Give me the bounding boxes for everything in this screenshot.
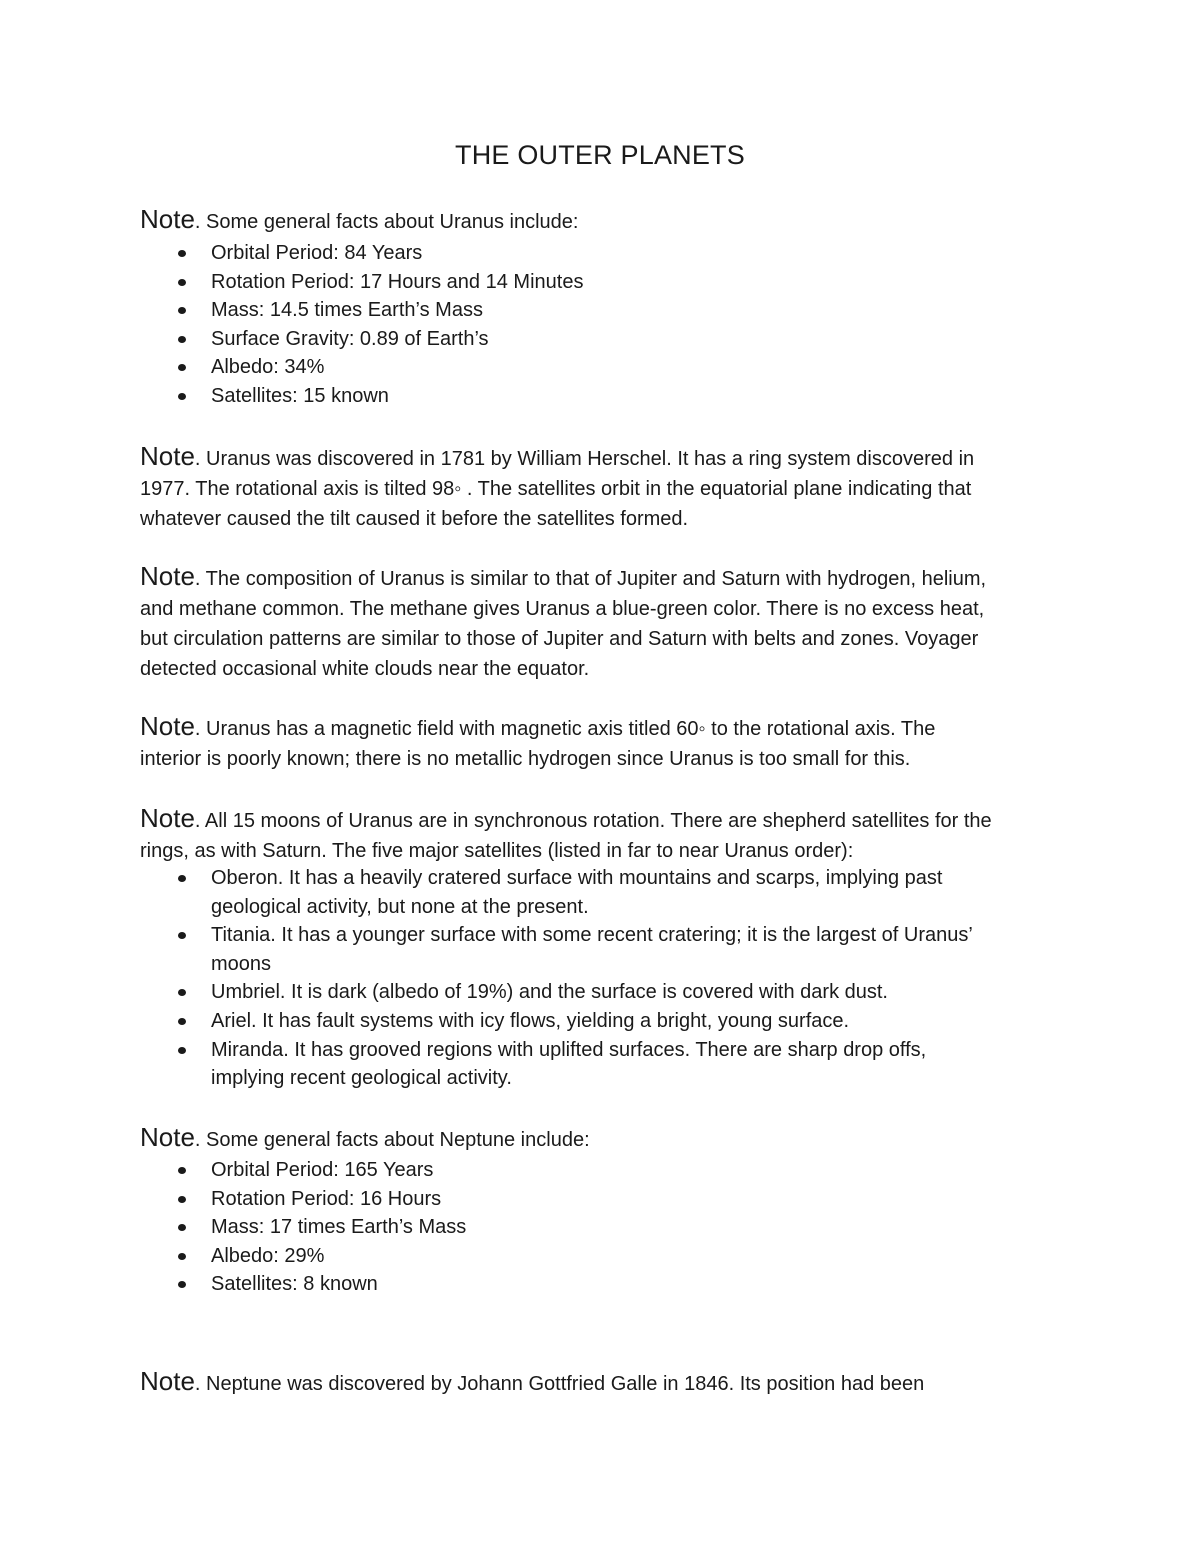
bullet-icon bbox=[178, 307, 186, 314]
note-uranus-discovery bbox=[140, 441, 1080, 534]
list-item: Oberon. It has a heavily cratered surface with mountains and scarps, implying past geological activity, but none at the present. bbox=[140, 864, 1080, 921]
list-item: Mass: 14.5 times Earth’s Mass bbox=[140, 296, 1080, 325]
note-label: Note bbox=[140, 803, 195, 833]
note-line: and methane common. The methane gives Uranus a blue-green color. There is no excess heat, bbox=[140, 598, 985, 620]
note-line: . Neptune was discovered by Johann Gottfried Galle in 1846. Its position had been bbox=[194, 1373, 925, 1395]
note-label: Note bbox=[140, 1122, 195, 1152]
list-item: Ariel. It has fault systems with icy flows, yielding a bright, young surface. bbox=[140, 1007, 1080, 1036]
note-line: whatever caused the tilt caused it before the satellites formed. bbox=[140, 508, 689, 530]
bullet-icon bbox=[178, 364, 186, 371]
list-item: Satellites: 15 known bbox=[140, 382, 1080, 411]
note-uranus-magnetic-field bbox=[140, 711, 1080, 774]
note-neptune-facts-intro bbox=[140, 1122, 1080, 1155]
bullet-icon bbox=[178, 1196, 186, 1203]
neptune-facts-list bbox=[140, 1156, 1080, 1299]
list-item: Surface Gravity: 0.89 of Earth’s bbox=[140, 325, 1080, 354]
note-line: interior is poorly known; there is no metallic hydrogen since Uranus is too small for this. bbox=[140, 748, 911, 770]
uranus-facts-list bbox=[140, 239, 1080, 411]
bullet-icon bbox=[178, 1253, 186, 1260]
note-line: detected occasional white clouds near the equator. bbox=[140, 658, 590, 680]
page-title: THE OUTER PLANETS bbox=[455, 140, 745, 170]
list-item: Umbriel. It is dark (albedo of 19%) and the surface is covered with dark dust. bbox=[140, 978, 1080, 1007]
bullet-icon bbox=[178, 989, 186, 996]
note-label: Note bbox=[140, 441, 195, 471]
note-label: Note bbox=[140, 711, 195, 741]
uranus-moons-list bbox=[140, 864, 1080, 1093]
list-item: Rotation Period: 16 Hours bbox=[140, 1185, 1080, 1214]
note-line: . Uranus was discovered in 1781 by William Herschel. It has a ring system discovered in bbox=[194, 448, 975, 470]
bullet-icon bbox=[178, 1047, 186, 1054]
bullet-icon bbox=[178, 1018, 186, 1025]
bullet-icon bbox=[178, 1167, 186, 1174]
bullet-icon bbox=[178, 875, 186, 882]
note-line: . All 15 moons of Uranus are in synchronous rotation. There are shepherd satellites for the bbox=[194, 810, 992, 832]
bullet-icon bbox=[178, 1224, 186, 1231]
bullet-icon bbox=[178, 932, 186, 939]
list-item: Miranda. It has grooved regions with uplifted surfaces. There are sharp drop offs, implying recent geological activity. bbox=[140, 1036, 1080, 1093]
note-line: rings, as with Saturn. The five major satellites (listed in far to near Uranus order): bbox=[140, 840, 854, 862]
note-neptune-discovery bbox=[140, 1366, 1080, 1399]
bullet-icon bbox=[178, 250, 186, 257]
note-line: . The composition of Uranus is similar to that of Jupiter and Saturn with hydrogen, helium, bbox=[194, 568, 987, 590]
bullet-icon bbox=[178, 393, 186, 400]
note-uranus-composition bbox=[140, 561, 1080, 684]
note-uranus-facts-intro bbox=[140, 204, 1080, 237]
list-item: Albedo: 34% bbox=[140, 353, 1080, 382]
note-line: but circulation patterns are similar to those of Jupiter and Saturn with belts and zones. Voyager bbox=[140, 628, 979, 650]
note-label: Note bbox=[140, 561, 195, 591]
note-line: . Uranus has a magnetic field with magnetic axis titled 60◦ to the rotational axis. The bbox=[194, 718, 936, 740]
bullet-icon bbox=[178, 1281, 186, 1288]
note-uranus-moons bbox=[140, 803, 1080, 866]
bullet-icon bbox=[178, 279, 186, 286]
list-item: Rotation Period: 17 Hours and 14 Minutes bbox=[140, 268, 1080, 297]
note-line: 1977. The rotational axis is tilted 98◦ . The satellites orbit in the equatorial plane indicating that bbox=[140, 478, 972, 500]
note-label: Note bbox=[140, 204, 195, 234]
note-text: . Some general facts about Neptune include: bbox=[194, 1129, 590, 1151]
note-label: Note bbox=[140, 1366, 195, 1396]
list-item: Albedo: 29% bbox=[140, 1242, 1080, 1271]
list-item: Satellites: 8 known bbox=[140, 1270, 1080, 1299]
list-item: Mass: 17 times Earth’s Mass bbox=[140, 1213, 1080, 1242]
bullet-icon bbox=[178, 336, 186, 343]
list-item: Titania. It has a younger surface with some recent cratering; it is the largest of Uranus’ moons bbox=[140, 921, 1080, 978]
list-item: Orbital Period: 84 Years bbox=[140, 239, 1080, 268]
list-item: Orbital Period: 165 Years bbox=[140, 1156, 1080, 1185]
note-text: . Some general facts about Uranus include: bbox=[194, 211, 579, 233]
